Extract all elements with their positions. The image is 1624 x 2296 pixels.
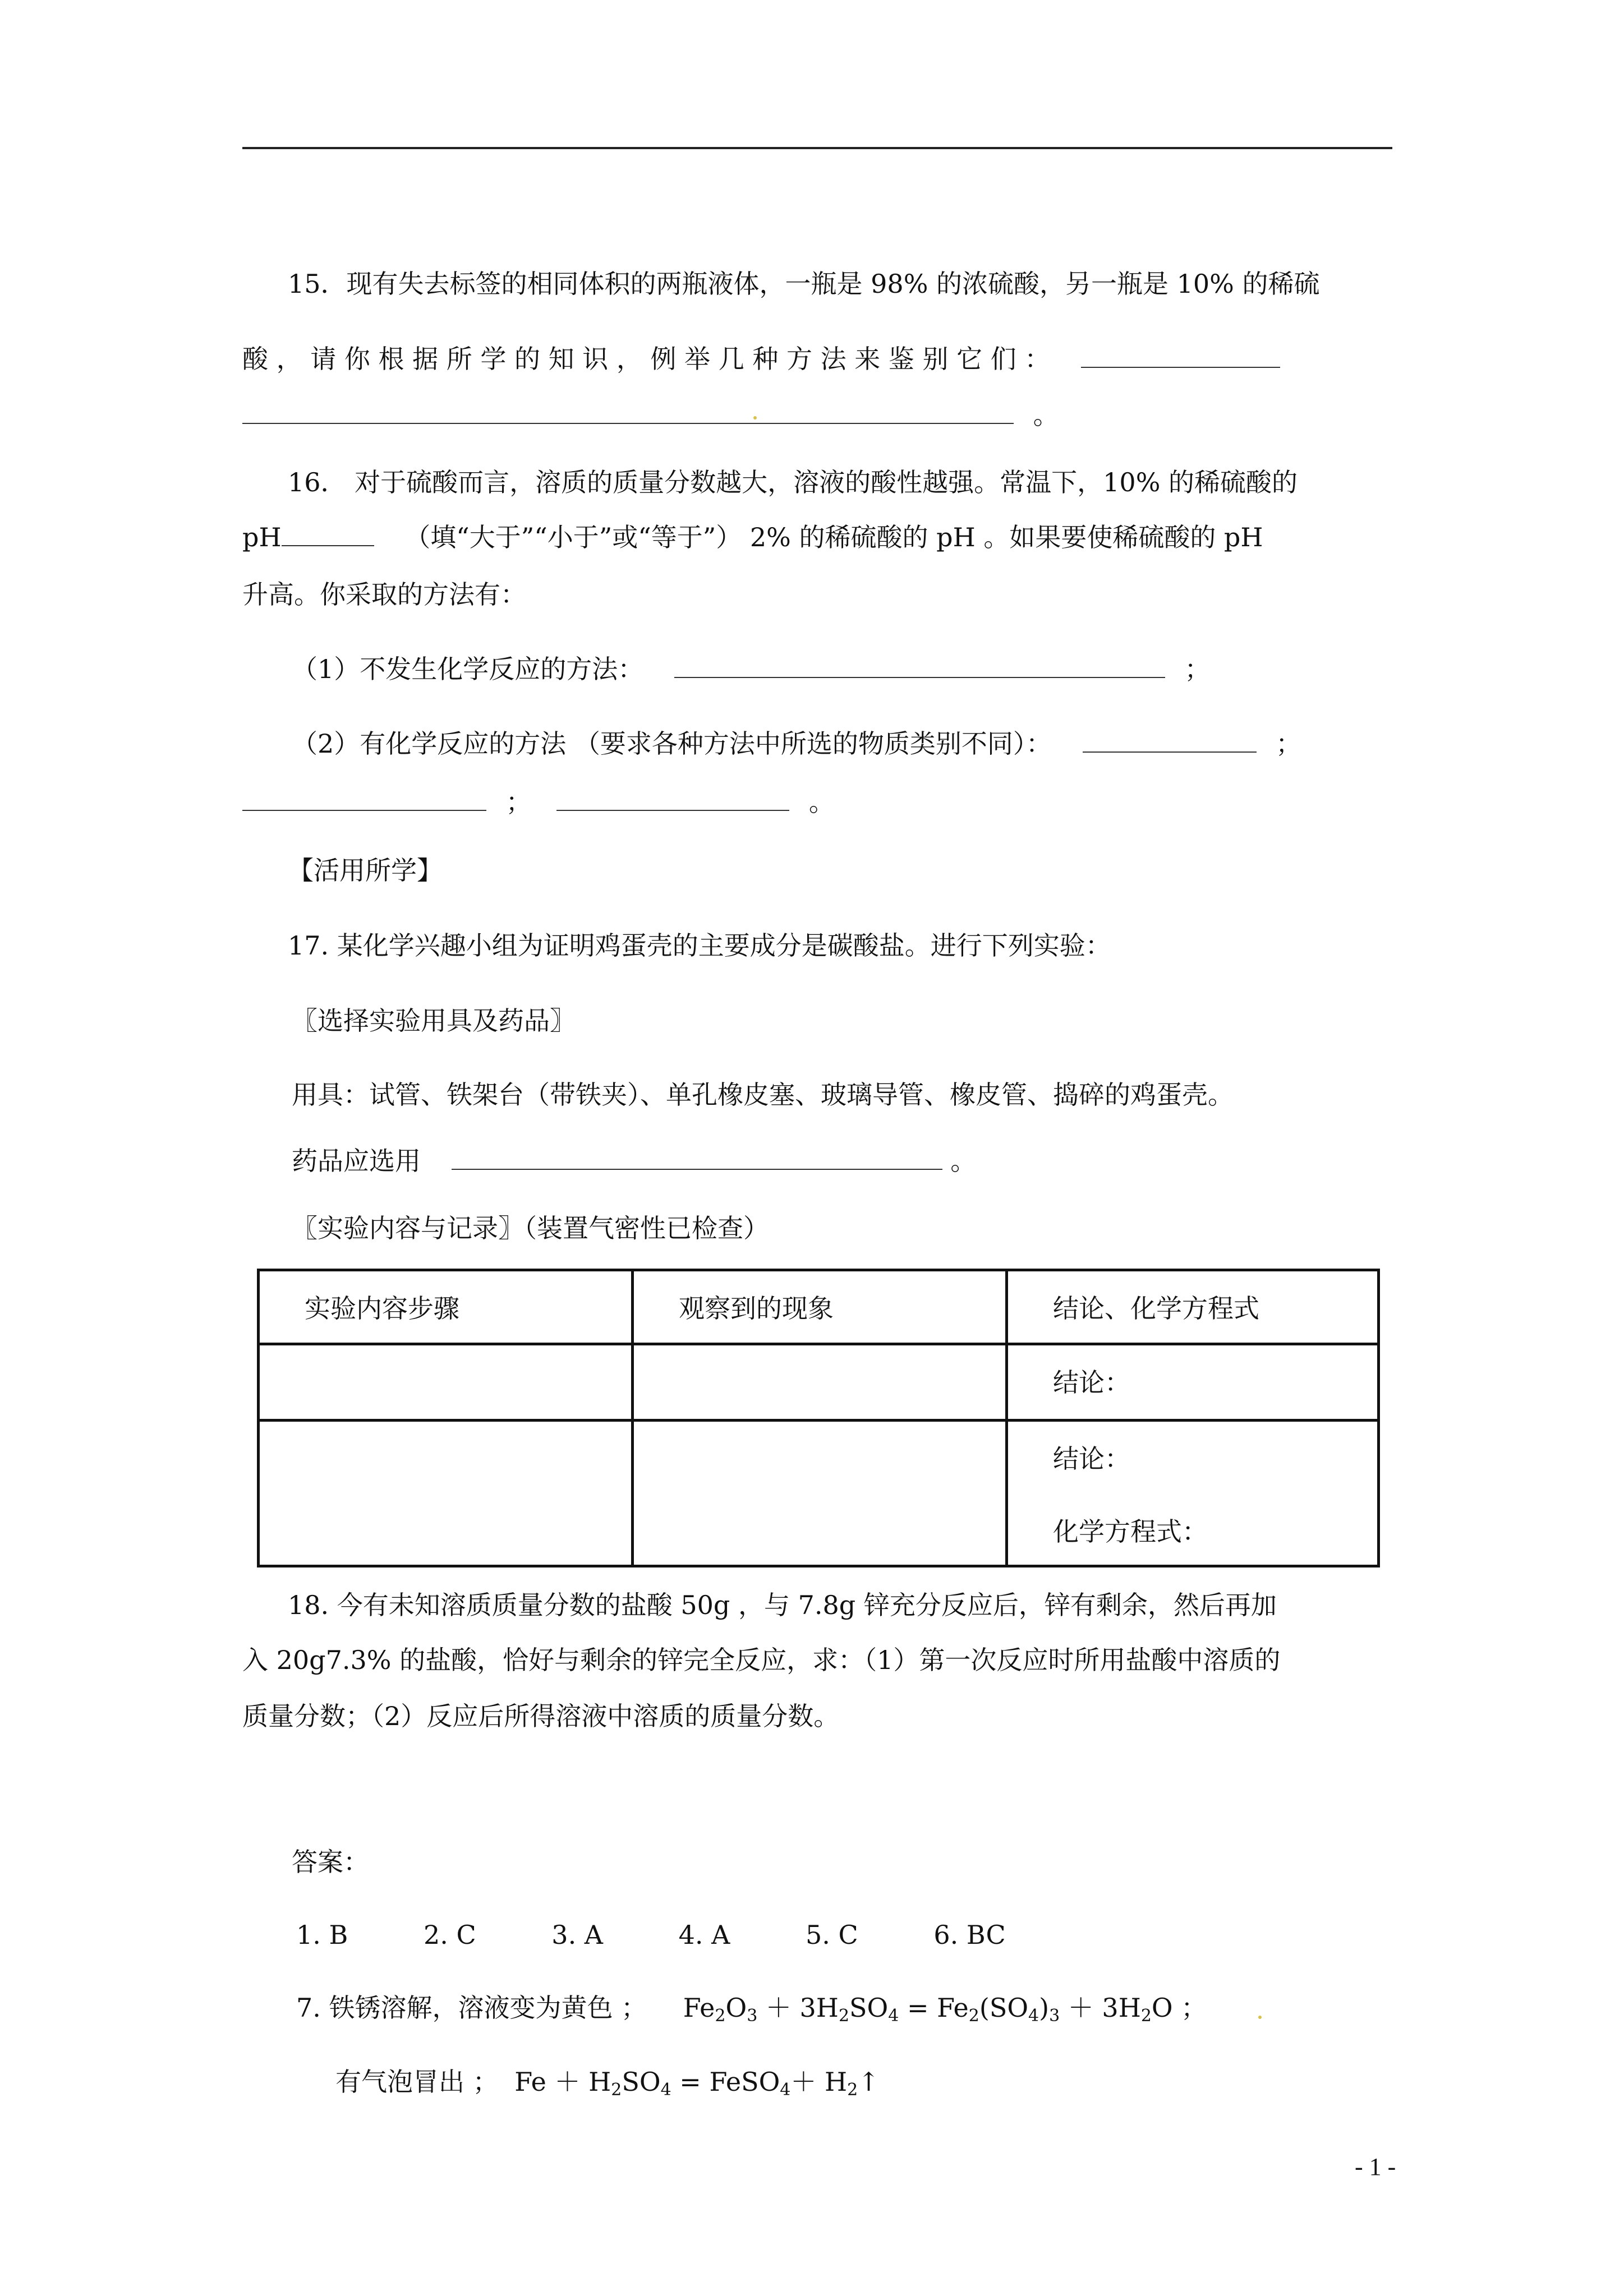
table-header-row [259, 1270, 1379, 1344]
q15-line3 [242, 398, 1059, 432]
table-cell-conclusion[interactable] [1007, 1421, 1379, 1566]
q16-line3: 升高。你采取的方法有： [242, 579, 526, 610]
answer-choice: 5. C [806, 1920, 858, 1950]
answer-choice: 3. A [551, 1920, 604, 1950]
q16-line2 [242, 520, 1263, 554]
q16-blank-3[interactable] [242, 787, 486, 811]
q17-tools: 用具：试管、铁架台（带铁夹）、单孔橡皮塞、玻璃导管、橡皮管、捣碎的鸡蛋壳。 [292, 1080, 1234, 1110]
q16-part2 [292, 727, 1301, 760]
q18-line3: 质量分数；（2）反应后所得溶液中溶质的质量分数。 [242, 1701, 840, 1731]
table-cell-phenomena[interactable] [633, 1344, 1007, 1421]
q15-line2 [242, 342, 1280, 376]
answers-heading: 答案： [292, 1847, 369, 1877]
table-row [259, 1344, 1379, 1421]
header-steps: 实验内容步骤 [305, 1293, 459, 1324]
q16-part2-blank[interactable] [1083, 729, 1257, 753]
q16-ph-blank[interactable] [282, 523, 374, 546]
q18-line1: 18. 今有未知溶质质量分数的盐酸 50g ，与 7.8g 锌充分反应后，锌有剩余，然后再加 [288, 1590, 1277, 1620]
answer-choice: 1. B [296, 1920, 348, 1950]
q17-intro: 17. 某化学兴趣小组为证明鸡蛋壳的主要成分是碳酸盐。进行下列实验： [288, 930, 1111, 961]
answer-choice: 4. A [678, 1920, 730, 1950]
table-cell-steps[interactable] [259, 1344, 633, 1421]
scan-mark [753, 416, 757, 419]
q17-record-heading: 〖实验内容与记录〗（装置气密性已检查） [292, 1213, 769, 1243]
q17-drugs-end: 。 [950, 1146, 977, 1176]
row1-conclusion-label: 结论： [1053, 1367, 1130, 1398]
answer7-line2 [335, 2065, 880, 2099]
q16-line1: 16． 对于硫酸而言，溶质的质量分数越大，溶液的酸性越强。常温下，10% 的稀硫酸的 [288, 467, 1298, 497]
q15-line1: 15．现有失去标签的相同体积的两瓶液体，一瓶是 98% 的浓硫酸，另一瓶是 10% 的稀硫 [288, 269, 1320, 299]
header-rule [242, 147, 1392, 149]
row2-equation-label: 化学方程式： [1053, 1516, 1208, 1547]
answer7-equation2: $Fe + H_2SO_4$ = FeSO$_4$＋ $H_2↑$ [514, 2067, 880, 2100]
page-number: - 1 - [1355, 2153, 1396, 2180]
answer-choice: 6. BC [933, 1920, 1006, 1950]
table-header-cell [633, 1270, 1007, 1344]
q16-part2-label: （2）有化学反应的方法 （要求各种方法中所选的物质类别不同）： [292, 729, 1052, 759]
table-header-cell [259, 1270, 633, 1344]
q16-part2-end: ； [1276, 729, 1302, 759]
answers-choices [296, 1918, 1006, 1952]
q16-line6-mid: ； [505, 787, 532, 817]
answer7-text: 7. 铁锈溶解，溶液变为黄色 ； [296, 1993, 647, 2023]
table-header-cell [1007, 1270, 1379, 1344]
q16-ph-label: pH [242, 522, 282, 552]
section-heading: 【活用所学】 [288, 855, 443, 886]
q15-answer-blank-1[interactable] [1081, 344, 1280, 368]
q15-answer-blank-2[interactable] [242, 400, 1014, 424]
q15-line2-text: 酸 ， 请 你 根 据 所 学 的 知 识 ， 例 举 几 种 方 法 来 鉴 别 它 们 ： [242, 344, 1051, 374]
row2-conclusion-label: 结论： [1053, 1444, 1130, 1474]
q17-drugs [292, 1144, 976, 1178]
experiment-table [257, 1269, 1380, 1567]
table-cell-phenomena[interactable] [633, 1421, 1007, 1566]
q16-part1-label: （1）不发生化学反应的方法： [292, 654, 644, 684]
table-cell-steps[interactable] [259, 1421, 633, 1566]
q16-part1-blank[interactable] [674, 654, 1165, 678]
q16-blank-4[interactable] [556, 787, 789, 811]
q16-line6 [242, 785, 835, 819]
q15-line3-end: 。 [1033, 400, 1059, 430]
header-conclusion: 结论、化学方程式 [1053, 1293, 1259, 1324]
answer7-line1 [296, 1991, 1207, 2025]
q18-line2: 入 20g7.3% 的盐酸，恰好与剩余的锌完全反应，求：（1）第一次反应时所用盐酸中溶质的 [242, 1645, 1281, 1675]
q17-select-heading: 〖选择实验用具及药品〗 [292, 1006, 576, 1036]
header-phenomena: 观察到的现象 [679, 1293, 834, 1324]
scan-mark [1258, 2016, 1262, 2019]
q16-part1-end: ； [1184, 654, 1211, 684]
q16-line2-text: （填“大于”“小于”或“等于”） 2% 的稀硫酸的 pH 。如果要使稀硫酸的 pH [404, 522, 1263, 552]
q16-part1 [292, 652, 1211, 686]
q17-drugs-label: 药品应选用 [292, 1146, 421, 1176]
q16-line6-end: 。 [808, 787, 835, 817]
answer-choice: 2. C [423, 1920, 476, 1950]
table-row [259, 1421, 1379, 1566]
answer7-equation1: $Fe_2O_3 + 3H_2SO_4 = Fe_2(SO_4)_3 + 3H_2O$ ； [683, 1993, 1207, 2026]
q17-drugs-blank[interactable] [452, 1146, 942, 1170]
table-cell-conclusion[interactable] [1007, 1344, 1379, 1421]
answer7-text2: 有气泡冒出 ； [335, 2067, 499, 2097]
